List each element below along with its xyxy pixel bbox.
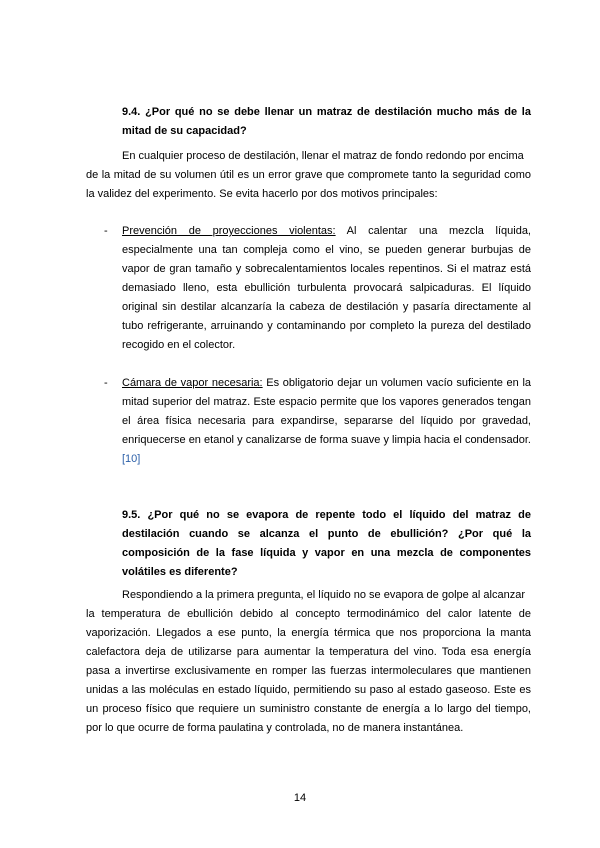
section-9-5-para-rest: la temperatura de ebullición debido al concepto termodinámico del calor latente de vaporización. Llegados a ese punto, la energía térmica que nos proporciona la manta calefactora deja de utilizarse para aumentar la temperatura del vino. Toda esa energía pasa a invertirse exclusivamente en romper las fuerzas intermoleculares que mantienen unidas a las moléculas en estado líquido, permitiendo su paso al estado gaseoso. Este es un proceso físico que requiere un suministro constante de energía a lo largo del tiempo, por lo que ocurre de forma paulatina y controlada, no de manera instantánea. [86,608,531,734]
citation-link[interactable]: [10] [122,453,141,465]
bullet-text: Al calentar una mezcla líquida, especialmente una tan compleja como el vino, se pueden generar burbujas de vapor de gran tamaño y sobrecalentamientos locales repentinos. Si el matraz está demasiado lleno, esta ebullición turbulenta provocará salpicaduras. El líquido original sin destilar alcanzaría la cabeza de destilación y pasaría directamente al tubo refrigerante, arruinando y contaminando por completo la pureza del destilado recogido en el colector. [122,225,531,351]
section-9-5-para-first-line: Respondiendo a la primera pregunta, el líquido no se evapora de golpe al alcanzar [122,589,525,601]
section-9-4-intro-rest: de la mitad de su volumen útil es un error grave que compromete tanto la seguridad como la validez del experimento. Se evita hacerlo por dos motivos principales: [86,169,531,200]
section-9-4-intro-first-line: En cualquier proceso de destilación, llenar el matraz de fondo redondo por encima [122,150,524,162]
bullet-title: Prevención de proyecciones violentas: [122,225,336,237]
bullet-item-projections [122,222,531,355]
bullet-text: Es obligatorio dejar un volumen vacío suficiente en la mitad superior del matraz. Este espacio permite que los vapores generados tengan el área física necesaria para expandirse, separarse del líquido por gravedad, enriquecerse en etanol y canalizarse de forma suave y limpia hacia el condensador. [122,377,532,446]
page-number: 14 [293,792,307,804]
bullet-title: Cámara de vapor necesaria: [122,377,263,389]
bullet-marker: - [104,225,108,237]
section-9-4-heading: 9.4. ¿Por qué no se debe llenar un matraz de destilación mucho más de la mitad de su capacidad? [122,106,531,137]
bullet-marker: - [104,377,108,389]
section-9-5-heading: 9.5. ¿Por qué no se evapora de repente todo el líquido del matraz de destilación cuando se alcanza el punto de ebullición? ¿Por qué la composición de la fase líquida y vapor en una mezcla de componentes volátiles es diferente? [122,509,531,578]
bullet-item-vapor-chamber [122,374,531,469]
